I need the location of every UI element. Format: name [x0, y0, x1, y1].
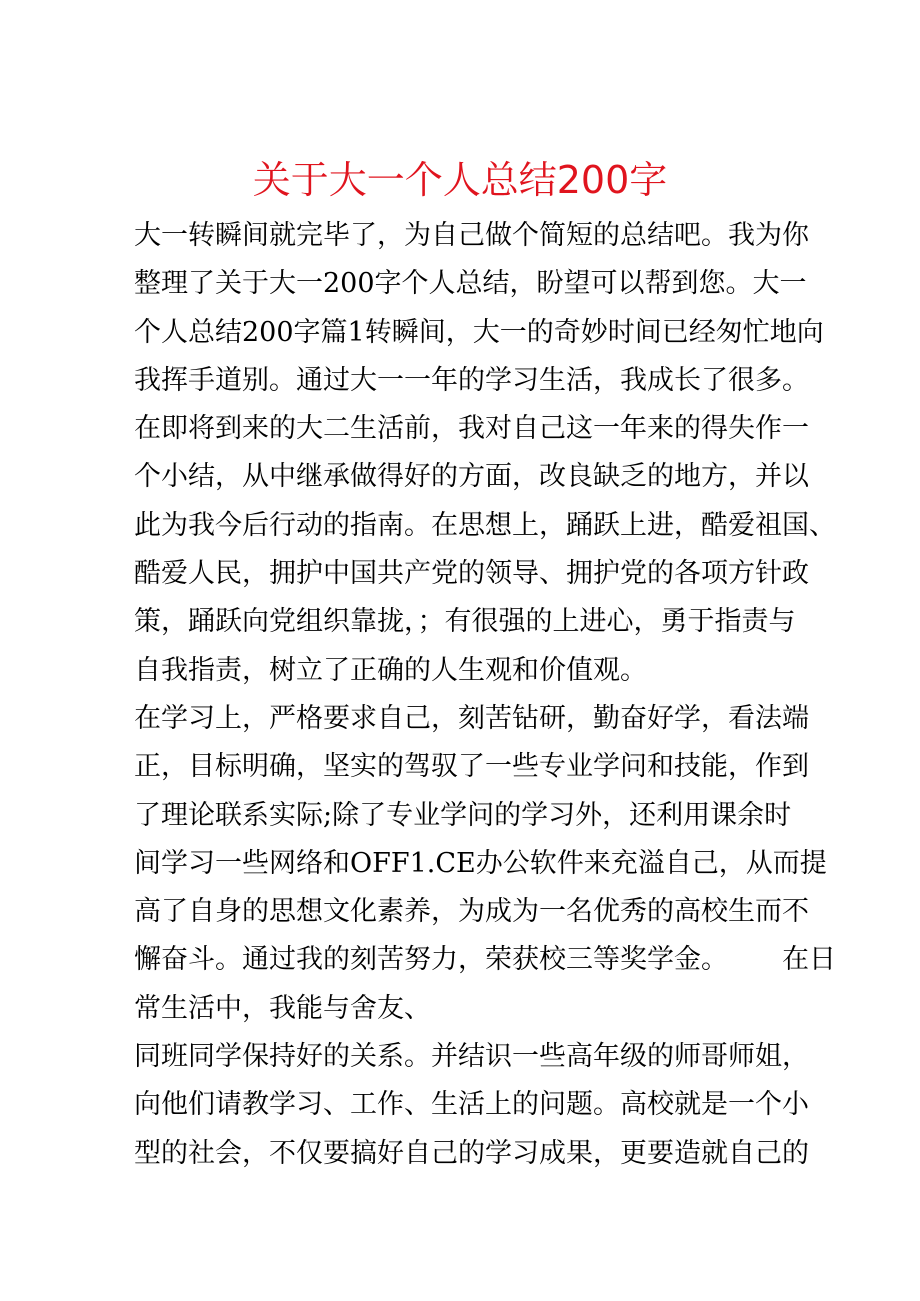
body-line: 常生活中，我能与舍友、 — [134, 992, 431, 1024]
body-line: 在即将到来的大二生活前，我对自己这一年来的得失作一 — [134, 413, 809, 445]
body-line-part: 懈奋斗。通过我的刻苦努力，荣获校三等奖学金。 — [134, 944, 728, 976]
body-line: 了理论联系实际;除了专业学问的学习外，还利用课余时 — [134, 799, 792, 831]
body-line: 我挥手道别。通过大一一年的学习生活，我成长了很多。 — [134, 364, 809, 396]
body-line: 向他们请教学习、工作、生活上的问题。高校就是一个小 — [134, 1089, 809, 1121]
body-line: 自我指责，树立了正确的人生观和价值观。 — [134, 654, 647, 686]
body-line: 大一转瞬间就完毕了，为自己做个简短的总结吧。我为你 — [134, 220, 809, 251]
body-line-part: 在日 — [782, 944, 836, 976]
body-line: 同班同学保持好的关系。并结识一些高年级的师哥师姐， — [134, 1041, 809, 1073]
body-line: 型的社会，不仅要搞好自己的学习成果，更要造就自己的 — [134, 1137, 809, 1169]
body-line: 个人总结200字篇1转瞬间，大一的奇妙时间已经匆忙地向 — [134, 316, 824, 348]
body-line: 整理了关于大一200字个人总结，盼望可以帮到您。大一 — [134, 268, 807, 300]
document-title: 关于大一个人总结200字 — [252, 158, 668, 202]
document-body — [134, 212, 836, 1178]
body-line: 正，目标明确，坚实的驾驭了一些专业学问和技能，作到 — [134, 751, 809, 783]
body-line: 个小结，从中继承做得好的方面，改良缺乏的地方，并以 — [134, 461, 809, 493]
body-line-with-gap — [134, 936, 836, 984]
body-line: 间学习一些网络和OFF1.CE办公软件来充溢自己，从而提 — [134, 847, 827, 879]
body-line: 策，踊跃向党组织靠拢，；有很强的上进心，勇于指责与 — [134, 606, 796, 638]
body-line: 酷爱人民，拥护中国共产党的领导、拥护党的各项方针政 — [134, 558, 809, 590]
body-line: 在学习上，严格要求自己，刻苦钻研，勤奋好学，看法端 — [134, 702, 809, 734]
body-line: 高了自身的思想文化素养，为成为一名优秀的高校生而不 — [134, 896, 809, 928]
body-line: 此为我今后行动的指南。在思想上，踊跃上进，酷爱祖国、 — [134, 509, 836, 541]
